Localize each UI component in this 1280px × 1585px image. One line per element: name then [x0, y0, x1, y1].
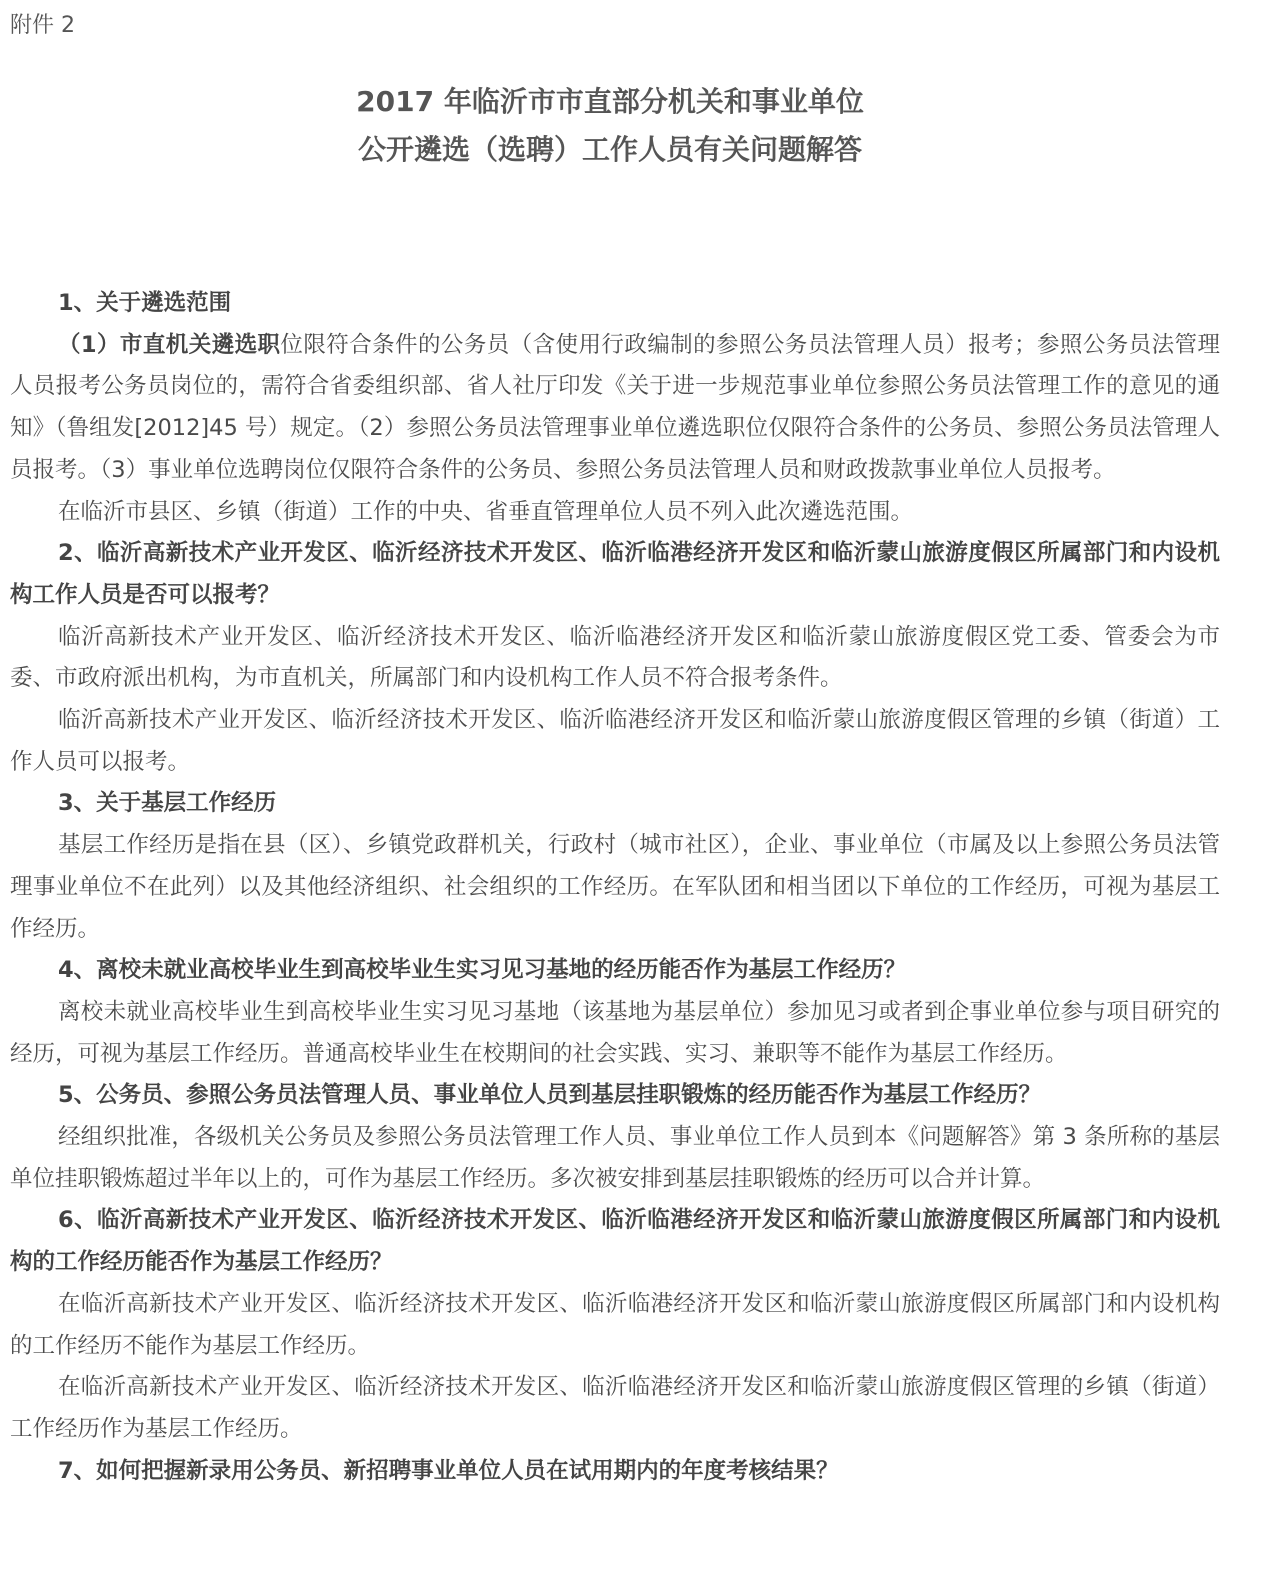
document-body	[10, 283, 1220, 1492]
paragraph-1-lead: （1）市直机关遴选职	[58, 331, 281, 358]
paragraph-2: 在临沂市县区、乡镇（街道）工作的中央、省垂直管理单位人员不列入此次遴选范围。	[58, 498, 914, 525]
paragraph-6: 离校未就业高校毕业生到高校毕业生实习见习基地（该基地为基层单位）参加见习或者到企事业单位参与项目研究的经历，可视为基层工作经历。普通高校毕业生在校期间的社会实践、实习、兼职等不能作为基层工作经历。	[10, 998, 1220, 1067]
document-title-line-2: 公开遴选（选聘）工作人员有关问题解答	[357, 133, 862, 166]
paragraph-3: 临沂高新技术产业开发区、临沂经济技术开发区、临沂临港经济开发区和临沂蒙山旅游度假区党工委、管委会为市委、市政府派出机构，为市直机关，所属部门和内设机构工作人员不符合报考条件。	[10, 623, 1220, 692]
paragraph-8: 在临沂高新技术产业开发区、临沂经济技术开发区、临沂临港经济开发区和临沂蒙山旅游度假区所属部门和内设机构的工作经历不能作为基层工作经历。	[10, 1290, 1220, 1359]
paragraph-7: 经组织批准，各级机关公务员及参照公务员法管理工作人员、事业单位工作人员到本《问题解答》第 3 条所称的基层单位挂职锻炼超过半年以上的，可作为基层工作经历。多次被安排到基层挂职锻炼的经历可以合并计算。	[10, 1124, 1220, 1192]
section-heading-1: 1、关于遴选范围	[58, 290, 232, 316]
attachment-label: 附件 2	[10, 13, 75, 38]
section-heading-4: 4、离校未就业高校毕业生到高校毕业生实习见习基地的经历能否作为基层工作经历？	[58, 957, 907, 984]
paragraph-1	[10, 325, 1220, 492]
section-heading-6: 6、临沂高新技术产业开发区、临沂经济技术开发区、临沂临港经济开发区和临沂蒙山旅游度假区所属部门和内设机构的工作经历能否作为基层工作经历？	[10, 1207, 1220, 1276]
section-heading-3: 3、关于基层工作经历	[58, 790, 277, 817]
paragraph-1-text: 位限符合条件的公务员（含使用行政编制的参照公务员法管理人员）报考；参照公务员法管理人员报考公务员岗位的，需符合省委组织部、省人社厅印发《关于进一步规范事业单位参照公务员法管理工作的意见的通知》（鲁组发[2012]45 号）规定。（2）参照公务员法管理事业单位遴选职位仅限符合条件的公务员、参照公务员法管理人员报考。（3）事业单位选聘岗位仅限符合条件的公务员、参照公务员法管理人员和财政拨款事业单位人员报考。	[10, 331, 1220, 483]
section-heading-5: 5、公务员、参照公务员法管理人员、事业单位人员到基层挂职锻炼的经历能否作为基层工作经历？	[58, 1082, 1042, 1109]
section-heading-2: 2、临沂高新技术产业开发区、临沂经济技术开发区、临沂临港经济开发区和临沂蒙山旅游度假区所属部门和内设机构工作人员是否可以报考？	[10, 540, 1220, 608]
paragraph-5: 基层工作经历是指在县（区）、乡镇党政群机关，行政村（城市社区），企业、事业单位（市属及以上参照公务员法管理事业单位不在此列）以及其他经济组织、社会组织的工作经历。在军队团和相当团以下单位的工作经历，可视为基层工作经历。	[10, 832, 1220, 942]
document-title-line-1: 2017 年临沂市市直部分机关和事业单位	[356, 85, 864, 118]
paragraph-4: 临沂高新技术产业开发区、临沂经济技术开发区、临沂临港经济开发区和临沂蒙山旅游度假区管理的乡镇（街道）工作人员可以报考。	[10, 707, 1220, 775]
paragraph-9: 在临沂高新技术产业开发区、临沂经济技术开发区、临沂临港经济开发区和临沂蒙山旅游度假区管理的乡镇（街道）工作经历作为基层工作经历。	[10, 1374, 1220, 1442]
section-heading-7: 7、如何把握新录用公务员、新招聘事业单位人员在试用期内的年度考核结果？	[58, 1457, 839, 1484]
